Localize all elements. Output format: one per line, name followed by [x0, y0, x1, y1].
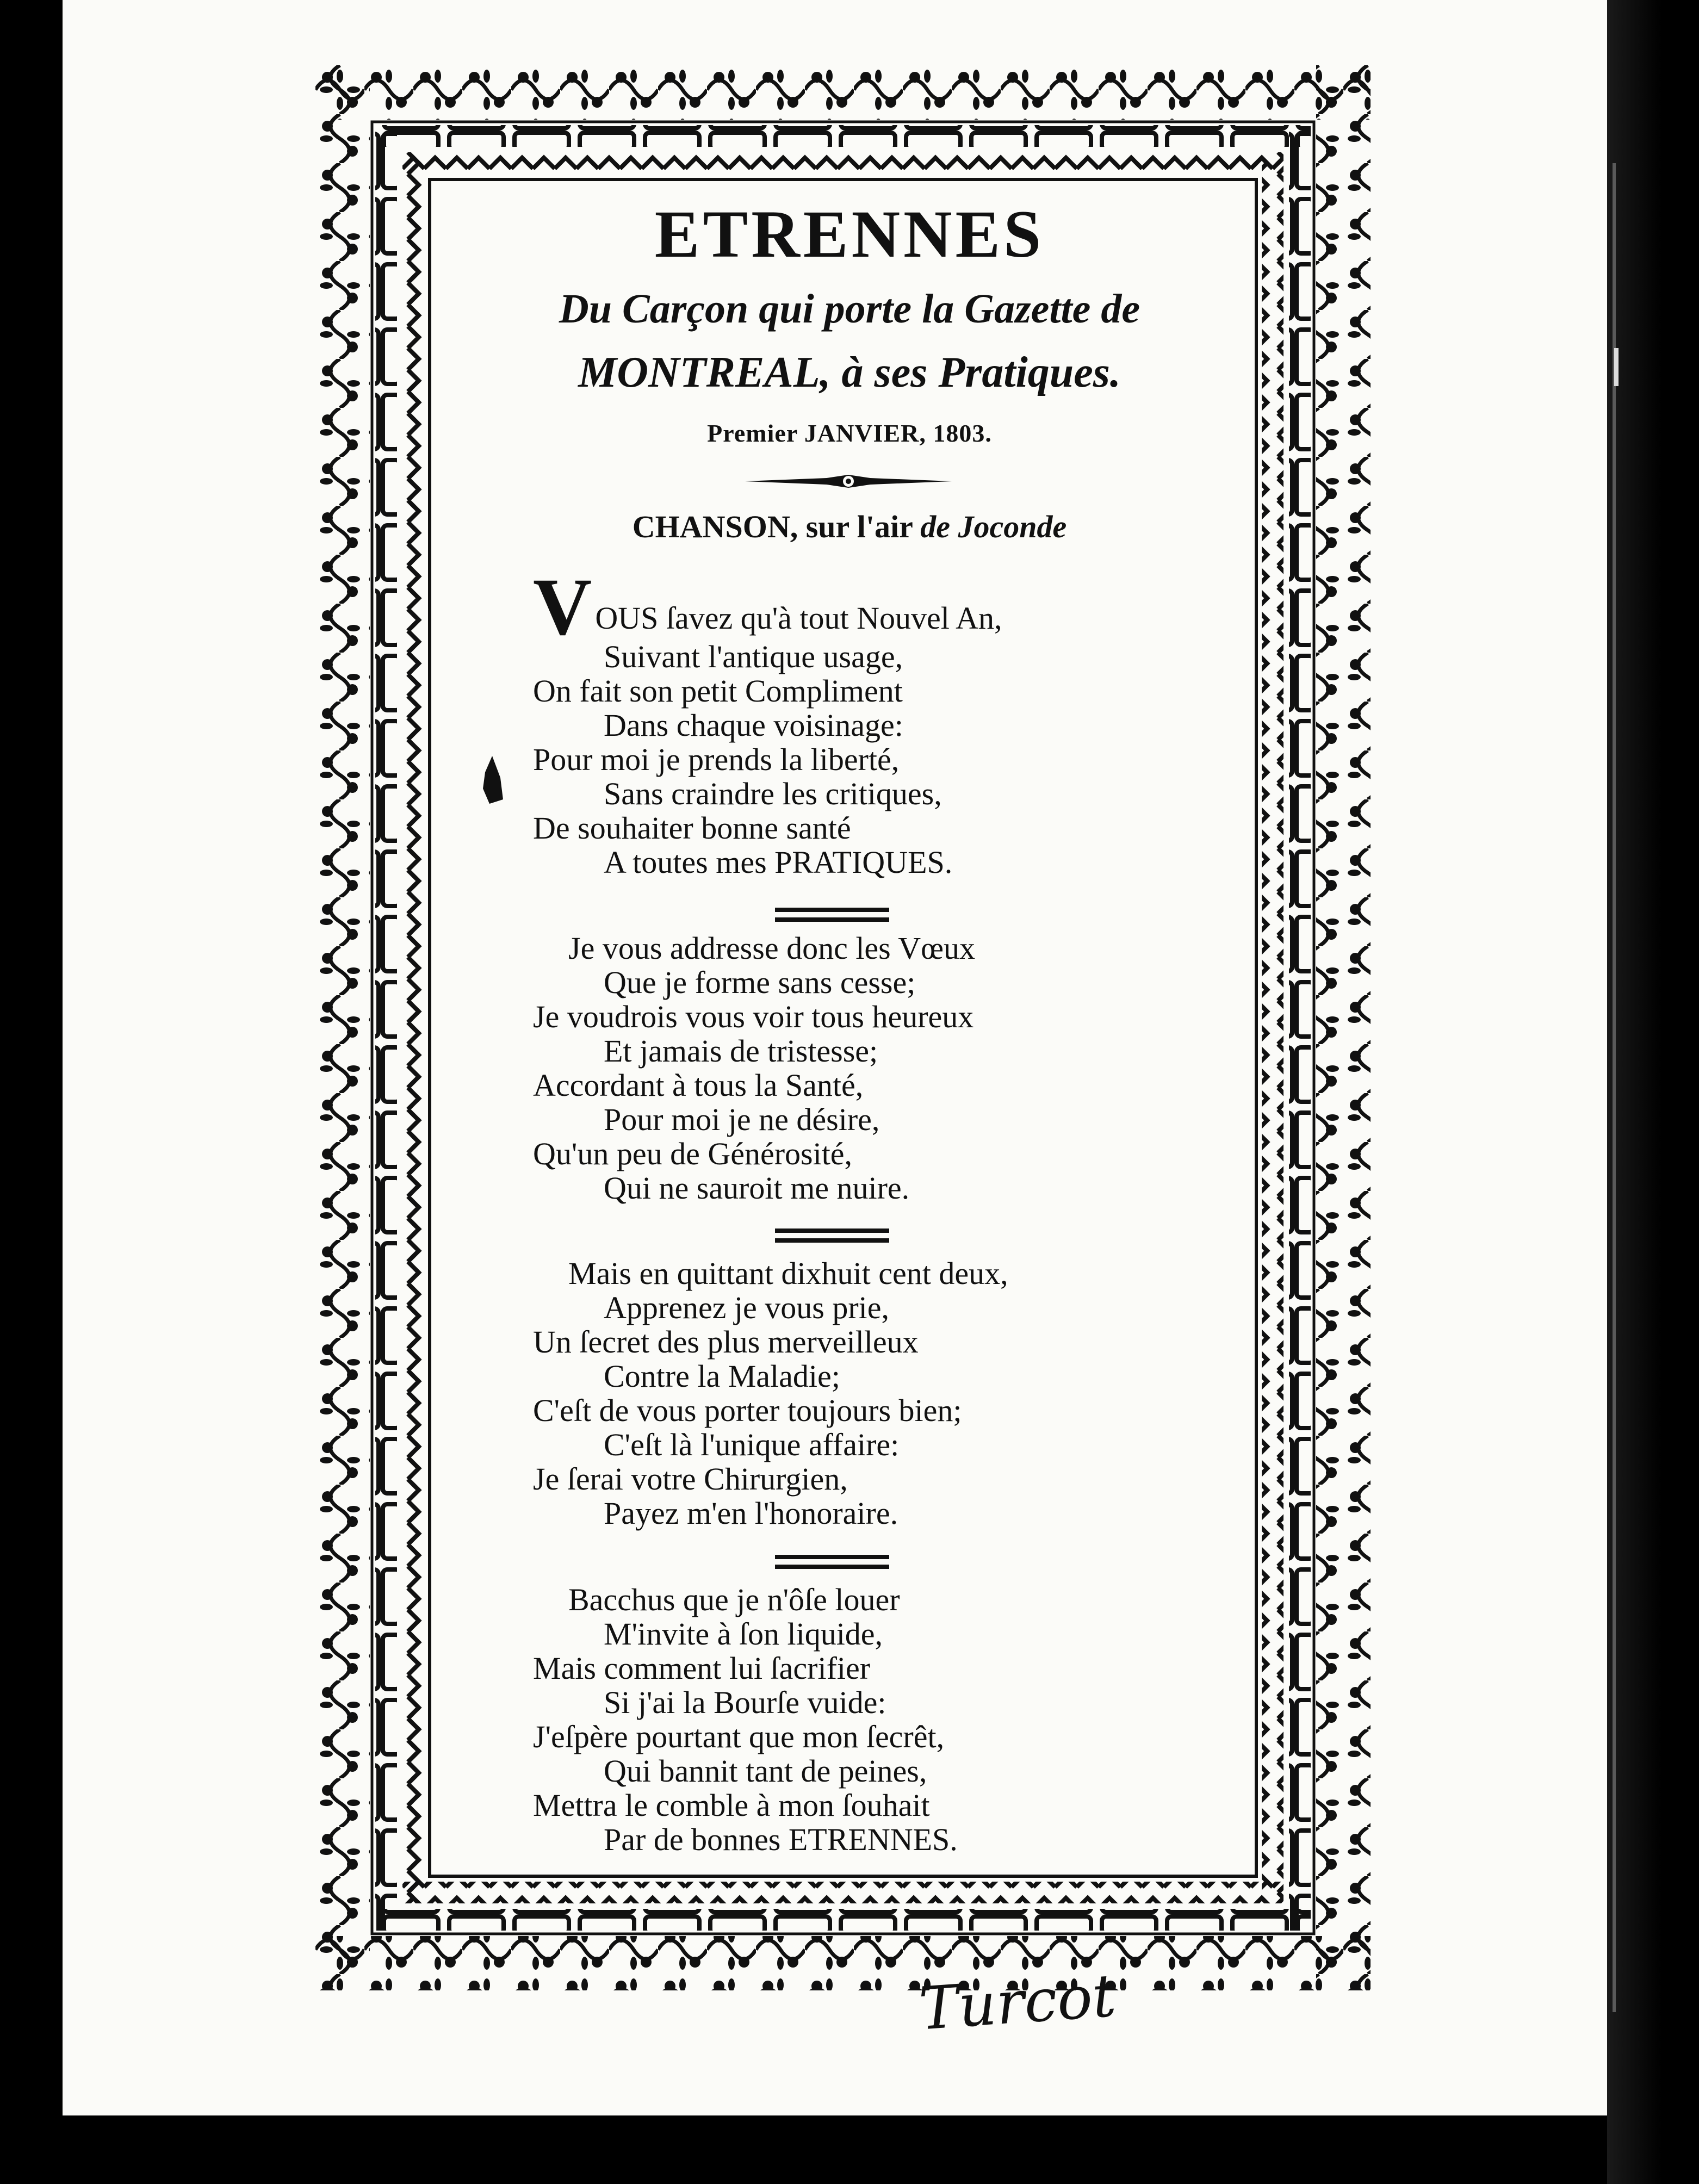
- stanza-line: Sans craindre les critiques,: [604, 776, 942, 811]
- handwritten-signature: Turcot: [917, 1962, 1119, 2044]
- stanza-line: Mais en quittant dixhuit cent deux,: [568, 1256, 1008, 1291]
- document-subtitle-line-2: MONTREAL, à ses Pratiques.: [578, 349, 1121, 396]
- stanza-separator: [775, 905, 889, 925]
- stanza-line: Payez m'en l'honoraire.: [604, 1496, 898, 1531]
- stanza-line: Par de bonnes ETRENNES.: [604, 1822, 958, 1857]
- stanza-line: On fait son petit Compliment: [533, 673, 903, 709]
- stanza-line: Qui bannit tant de peines,: [604, 1753, 927, 1789]
- title-divider-ornament: [745, 470, 952, 492]
- stanza-line: Apprenez je vous prie,: [604, 1290, 890, 1325]
- stanza-line: C'eſt de vous porter toujours bien;: [533, 1393, 962, 1428]
- stanza-line: Et jamais de tristesse;: [604, 1033, 878, 1069]
- stanza-line: Bacchus que je n'ôſe louer: [568, 1582, 900, 1617]
- stanza-line: Que je forme sans cesse;: [604, 965, 916, 1000]
- stanza-line: C'eſt là l'unique affaire:: [604, 1427, 900, 1462]
- document-title: ETRENNES: [654, 197, 1045, 271]
- stanza-line: Contre la Maladie;: [604, 1358, 840, 1394]
- stanza-line: Pour moi je ne désire,: [604, 1102, 880, 1137]
- stanza-line: De souhaiter bonne santé: [533, 810, 851, 846]
- ink-blot: [1610, 348, 1623, 386]
- stanza-line: Je vous addresse donc les Vœux: [568, 930, 975, 966]
- stanza-line: Pour moi je prends la liberté,: [533, 742, 900, 777]
- stanza-line: A toutes mes PRATIQUES.: [604, 845, 953, 880]
- chanson-air: de Joconde: [920, 509, 1067, 544]
- stanza-line: Suivant l'antique usage,: [604, 639, 903, 674]
- stanza-line: Accordant à tous la Santé,: [533, 1068, 864, 1103]
- chanson-label: CHANSON, sur l'air: [632, 509, 913, 544]
- stanza-line: M'invite à ſon liquide,: [604, 1616, 883, 1652]
- stanza-line: OUS ſavez qu'à tout Nouvel An,: [595, 600, 1002, 636]
- ink-blot: [479, 756, 506, 805]
- stanza-1: [533, 562, 1186, 880]
- chanson-heading: [0, 508, 1699, 545]
- stanza-line: Si j'ai la Bourſe vuide:: [604, 1685, 886, 1720]
- drop-cap: V: [533, 562, 592, 652]
- document-subtitle-line-1: Du Carçon qui porte la Gazette de: [559, 286, 1140, 332]
- stanza-line: Dans chaque voisinage:: [604, 708, 903, 743]
- stanza-line: Mettra le comble à mon ſouhait: [533, 1788, 930, 1823]
- stanza-3: [533, 1256, 1186, 1530]
- stanza-line: J'eſpère pourtant que mon ſecrêt,: [533, 1719, 945, 1754]
- stanza-2: [533, 931, 1186, 1205]
- stanza-separator: [775, 1553, 889, 1572]
- document-date: Premier JANVIER, 1803.: [707, 419, 992, 447]
- stanza-line: Mais comment lui ſacrifier: [533, 1651, 871, 1686]
- stanza-line: Je ſerai votre Chirurgien,: [533, 1461, 848, 1497]
- stanza-separator: [775, 1226, 889, 1246]
- stanza-line: Qui ne sauroit me nuire.: [604, 1170, 910, 1206]
- stanza-line: Qu'un peu de Générosité,: [533, 1136, 853, 1171]
- stanza-line: Je voudrois vous voir tous heureux: [533, 999, 974, 1034]
- stanza-4: [533, 1583, 1186, 1857]
- stanza-line: Un ſecret des plus merveilleux: [533, 1324, 919, 1360]
